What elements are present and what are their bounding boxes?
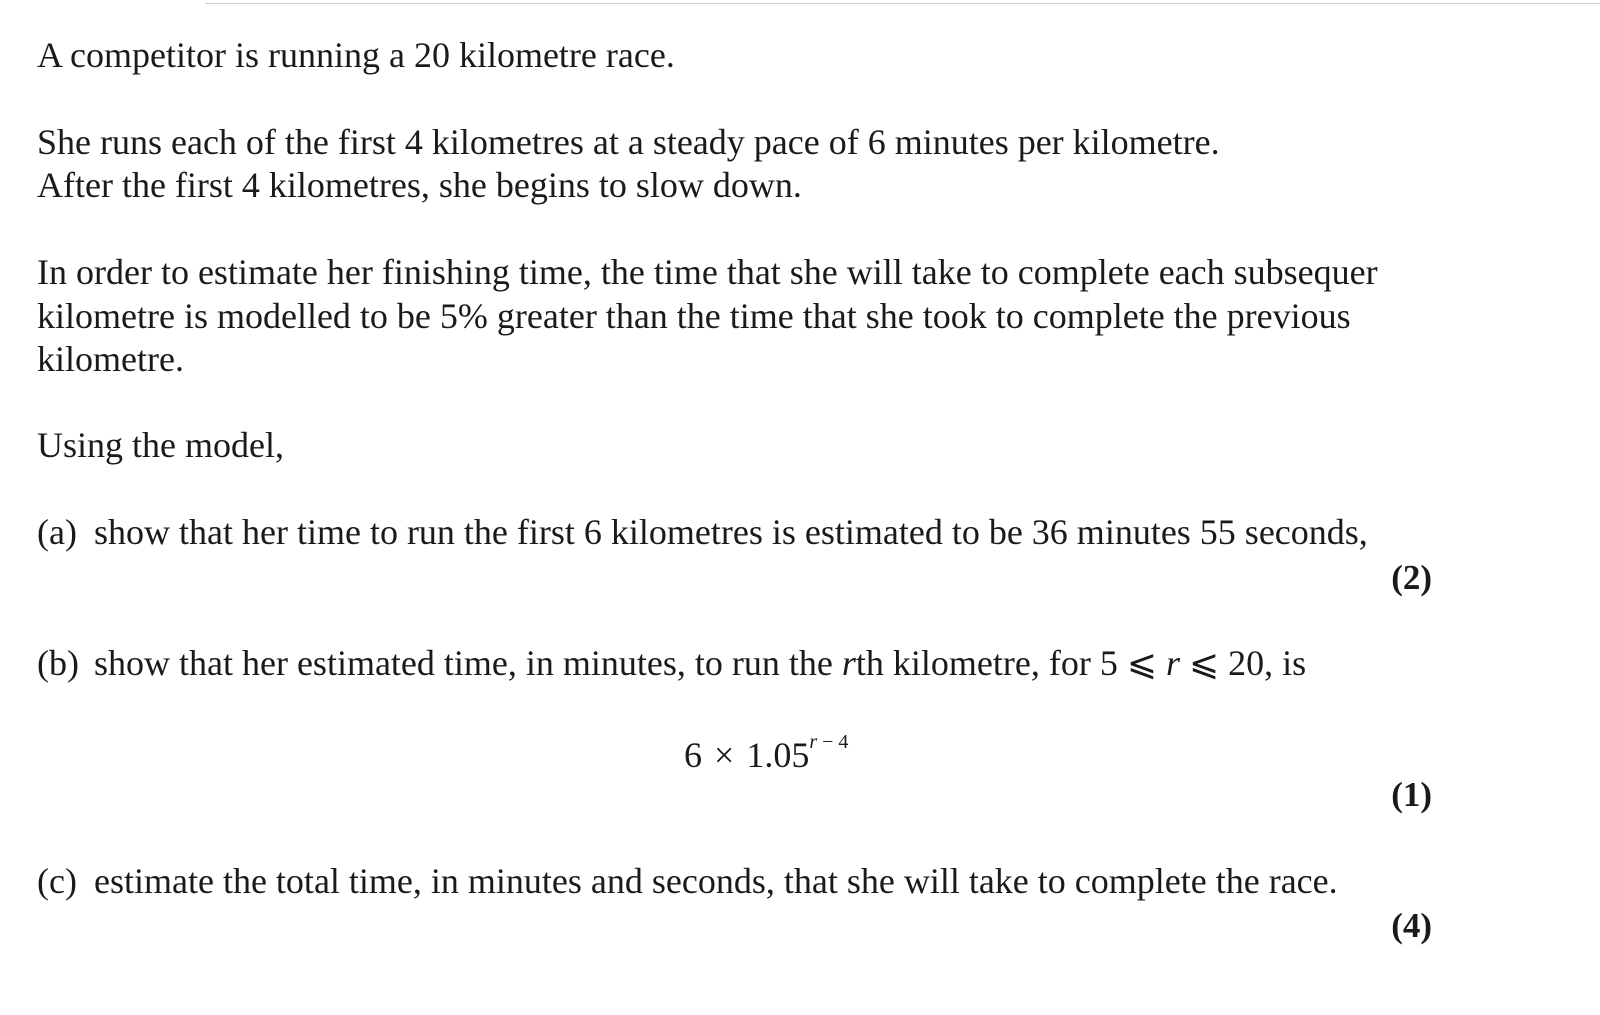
paragraph-2-line-3: kilometre. (37, 339, 184, 379)
paragraph-1-line-1: She runs each of the first 4 kilometres at a steady pace of 6 minutes per kilometre. (37, 122, 1220, 162)
part-a-text: show that her time to run the first 6 kilometres is estimated to be 36 minutes 55 seconds, (94, 512, 1368, 552)
part-b-formula (684, 726, 848, 777)
part-b-variable-r: r (841, 643, 856, 683)
formula-exponent (809, 731, 848, 753)
part-b-text-middle: th kilometre, for 5 ⩽ (855, 643, 1166, 683)
part-b-variable-r-inequality: r (1166, 643, 1181, 683)
part-b-text-start: show that her estimated time, in minutes, to run the (94, 643, 842, 683)
part-b-marks: (1) (1391, 775, 1432, 814)
question-intro: A competitor is running a 20 kilometre race. (37, 35, 675, 75)
formula-times-sign: × (714, 735, 735, 775)
formula-base: 1.05 (746, 735, 810, 775)
part-a-label: (a) (37, 512, 77, 552)
top-divider (205, 3, 1600, 4)
part-a-marks: (2) (1391, 558, 1432, 597)
part-b-text-end: ⩽ 20, is (1180, 643, 1307, 683)
paragraph-1-line-2: After the first 4 kilometres, she begins to slow down. (37, 165, 802, 205)
part-b-label: (b) (37, 643, 79, 683)
part-c-text: estimate the total time, in minutes and seconds, that she will take to complete the race. (94, 861, 1338, 901)
formula-coefficient: 6 (684, 735, 702, 775)
paragraph-2-line-1: In order to estimate her finishing time, the time that she will take to complete each subsequer (37, 252, 1378, 292)
part-c-marks: (4) (1391, 906, 1432, 945)
part-b (37, 641, 1306, 685)
using-model-text: Using the model, (37, 425, 284, 465)
formula-exponent-variable: r (809, 731, 818, 753)
formula-exponent-rest: − 4 (817, 731, 849, 753)
paragraph-2-line-2: kilometre is modelled to be 5% greater than the time that she took to complete the previous (37, 296, 1351, 336)
part-c (37, 859, 1338, 903)
part-a (37, 510, 1368, 554)
part-c-label: (c) (37, 861, 77, 901)
